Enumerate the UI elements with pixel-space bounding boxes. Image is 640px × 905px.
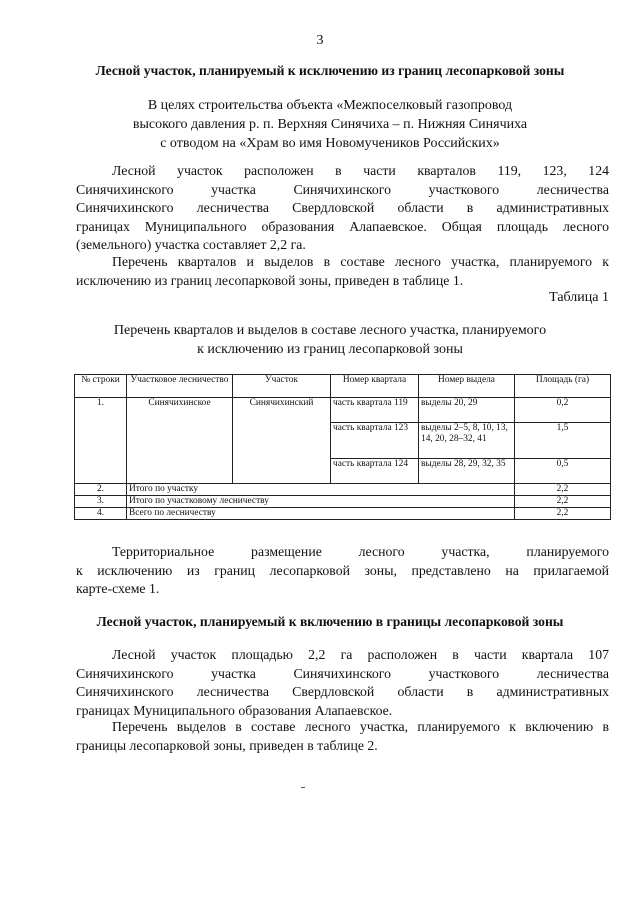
paragraph-line: Синячихинского лесничества Свердловской области в административных	[76, 200, 609, 215]
paragraph-line: границах Муниципального образования Алапаевское.	[76, 702, 393, 718]
vydel-cell: выделы 28, 29, 32, 35	[419, 459, 515, 484]
area-cell: 0,5	[515, 459, 611, 484]
scan-mark	[301, 787, 305, 788]
paragraph-line: (земельного) участка составляет 2,2 га.	[76, 237, 306, 252]
paragraph-line: Перечень кварталов и выделов в составе лесного участка, планируемого к	[112, 254, 609, 269]
total-label: Итого по участковому лесничеству	[127, 496, 515, 508]
purpose-line: В целях строительства объекта «Межпоселковый газопровод	[147, 98, 513, 113]
paragraph-line: Лесной участок расположен в части кварталов 119, 123, 124	[112, 163, 609, 178]
paragraph-line: исключению из границ лесопарковой зоны, приведен в таблице 1.	[76, 272, 464, 288]
table-title-line: к исключению из границ лесопарковой зоны	[197, 342, 463, 357]
section2-paragraph-1	[76, 646, 609, 720]
header-area: Площадь (га)	[515, 375, 611, 398]
header-lesnichestvo: Участковое лесничество	[127, 375, 233, 398]
kvartal-cell: часть квартала 123	[331, 423, 419, 459]
purpose-statement	[60, 96, 600, 153]
row-number: 3.	[75, 496, 127, 508]
header-kvartal: Номер квартала	[331, 375, 419, 398]
table-row	[75, 398, 611, 423]
table-title	[60, 321, 600, 359]
table-label: Таблица 1	[549, 290, 609, 305]
paragraph-line: границы лесопарковой зоны, приведен в таблице 2.	[76, 737, 378, 753]
vydel-cell: выделы 20, 29	[419, 398, 515, 423]
header-row-no: № строки	[75, 375, 127, 398]
total-area: 2,2	[515, 508, 611, 520]
section1-paragraph-3	[76, 543, 609, 599]
table-total-row	[75, 484, 611, 496]
row-number: 4.	[75, 508, 127, 520]
total-area: 2,2	[515, 496, 611, 508]
paragraph-line: Территориальное размещение лесного участка, планируемого	[112, 544, 609, 559]
uchastok-cell: Синячихинский	[233, 398, 331, 484]
plots-table	[74, 374, 611, 520]
area-cell: 0,2	[515, 398, 611, 423]
section1-heading: Лесной участок, планируемый к исключению из границ лесопарковой зоны	[95, 63, 565, 78]
kvartal-cell: часть квартала 124	[331, 459, 419, 484]
purpose-line: с отводом на «Храм во имя Новомучеников Российских»	[160, 136, 500, 151]
lesnichestvo-cell: Синячихинское	[127, 398, 233, 484]
area-cell: 1,5	[515, 423, 611, 459]
table-header-row	[75, 375, 611, 398]
paragraph-line: к исключению из границ лесопарковой зоны, представлено на прилагаемой	[76, 562, 609, 578]
paragraph-line: границах Муниципального образования Алапаевское. Общая площадь лесного	[76, 218, 609, 234]
table-title-line: Перечень кварталов и выделов в составе лесного участка, планируемого	[113, 323, 547, 338]
vydel-cell: выделы 2–5, 8, 10, 13, 14, 20, 28–32, 41	[419, 423, 515, 459]
section2-paragraph-2	[76, 718, 609, 755]
paragraph-line: карте-схеме 1.	[76, 581, 160, 596]
total-label: Всего по лесничеству	[127, 508, 515, 520]
row-number: 2.	[75, 484, 127, 496]
total-label: Итого по участку	[127, 484, 515, 496]
row-number: 1.	[75, 398, 127, 484]
paragraph-line: Синячихинского лесничества Свердловской области в административных	[76, 684, 609, 699]
total-area: 2,2	[515, 484, 611, 496]
purpose-line: высокого давления р. п. Верхняя Синячиха – п. Нижняя Синячиха	[132, 117, 528, 132]
page-number: 3	[316, 33, 324, 48]
paragraph-line: Синячихинского участка Синячихинского участкового лесничества	[76, 181, 609, 197]
kvartal-cell: часть квартала 119	[331, 398, 419, 423]
paragraph-line: Перечень выделов в составе лесного участка, планируемого к включению в	[112, 719, 609, 734]
section1-paragraph-1	[76, 162, 609, 255]
section1-paragraph-2	[76, 253, 609, 290]
header-uchastok: Участок	[233, 375, 331, 398]
paragraph-line: Синячихинского участка Синячихинского участкового лесничества	[76, 665, 609, 681]
table-total-row	[75, 508, 611, 520]
paragraph-line: Лесной участок площадью 2,2 га расположен в части квартала 107	[112, 647, 609, 662]
section2-heading: Лесной участок, планируемый к включению в границы лесопарковой зоны	[96, 614, 564, 629]
header-vydel: Номер выдела	[419, 375, 515, 398]
table-total-row	[75, 496, 611, 508]
